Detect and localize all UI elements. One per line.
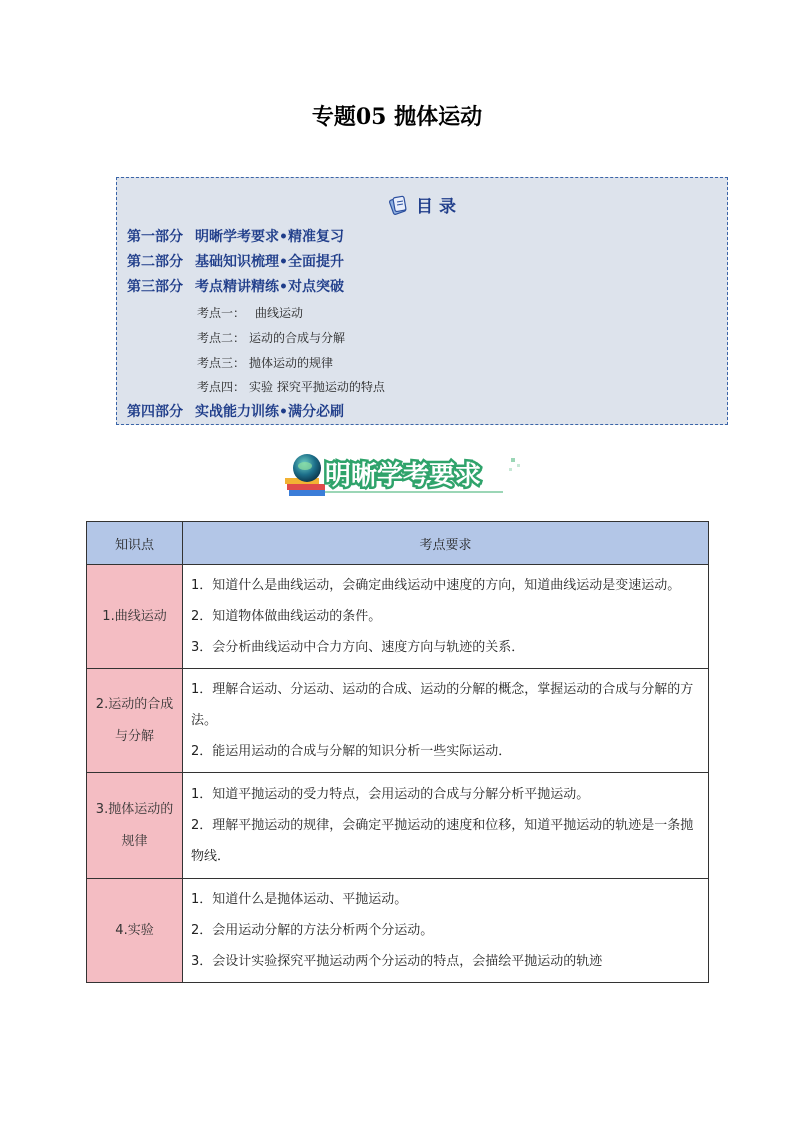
toc-part-name: 考点精讲精练•对点突破 [195, 279, 344, 295]
toc-point-label: 考点四： [197, 380, 246, 394]
table-of-contents [116, 177, 728, 425]
toc-point-3[interactable] [197, 354, 333, 371]
toc-part-4[interactable] [127, 401, 344, 421]
toc-part-label: 第四部分 [127, 404, 183, 420]
toc-point-label: 考点三： [197, 356, 246, 370]
toc-part-1[interactable] [127, 226, 344, 246]
toc-part-3[interactable] [127, 276, 344, 296]
document-title: 专题05 抛体运动 [311, 104, 483, 130]
requirement-item: 1．知道平抛运动的受力特点，会用运动的合成与分解分析平抛运动。 [191, 787, 590, 802]
requirement-item: 2．会用运动分解的方法分析两个分运动。 [191, 923, 434, 938]
topic-cell: 4.实验 [87, 879, 183, 983]
toc-heading-text: 目 录 [416, 197, 456, 217]
table-row [87, 669, 709, 773]
requirement-item: 1．理解合运动、分运动、运动的合成、运动的分解的概念，掌握运动的合成与分解的方法。 [191, 682, 694, 728]
toc-point-name: 抛体运动的规律 [249, 356, 334, 370]
table-row [87, 773, 709, 879]
toc-part-2[interactable] [127, 251, 344, 271]
table-header-row [87, 522, 709, 565]
toc-part-label: 第二部分 [127, 254, 183, 270]
table-row [87, 879, 709, 983]
toc-heading [117, 192, 727, 217]
header-knowledge-point: 知识点 [87, 522, 183, 565]
requirement-item: 1．知道什么是抛体运动、平抛运动。 [191, 892, 408, 907]
toc-part-label: 第三部分 [127, 279, 183, 295]
banner-text: 明晰学考要求 [325, 461, 482, 491]
requirement-item: 2．能运用运动的合成与分解的知识分析一些实际运动． [191, 744, 512, 759]
toc-part-name: 实战能力训练•满分必刷 [195, 404, 344, 420]
requirement-item: 3．会设计实验探究平抛运动两个分运动的特点，会描绘平抛运动的轨迹 [191, 954, 603, 969]
requirement-item: 1．知道什么是曲线运动，会确定曲线运动中速度的方向，知道曲线运动是变速运动。 [191, 578, 681, 593]
requirement-item: 3．会分析曲线运动中合力方向、速度方向与轨迹的关系． [191, 640, 525, 655]
toc-point-1[interactable] [197, 304, 303, 321]
sparkle-icon [509, 458, 520, 471]
requirements-cell [183, 565, 709, 669]
requirements-cell [183, 879, 709, 983]
toc-point-label: 考点一： [197, 306, 246, 320]
requirements-table [86, 521, 709, 983]
requirement-item: 2．理解平抛运动的规律，会确定平抛运动的速度和位移，知道平抛运动的轨迹是一条抛物线． [191, 818, 694, 864]
section-banner [283, 452, 529, 502]
toc-point-label: 考点二： [197, 331, 246, 345]
requirement-item: 2．知道物体做曲线运动的条件。 [191, 609, 382, 624]
toc-point-name: 曲线运动 [255, 306, 304, 320]
toc-point-name: 实验 探究平抛运动的特点 [249, 380, 385, 394]
requirements-cell [183, 669, 709, 773]
toc-part-name: 明晰学考要求•精准复习 [195, 229, 344, 245]
topic-cell: 2.运动的合成与分解 [87, 669, 183, 773]
requirements-cell [183, 773, 709, 879]
toc-point-name: 运动的合成与分解 [249, 331, 346, 345]
topic-cell: 1.曲线运动 [87, 565, 183, 669]
globe-books-icon [285, 454, 325, 496]
header-requirements: 考点要求 [183, 522, 709, 565]
table-row [87, 565, 709, 669]
toc-part-name: 基础知识梳理•全面提升 [195, 254, 344, 270]
toc-part-label: 第一部分 [127, 229, 183, 245]
topic-cell: 3.抛体运动的规律 [87, 773, 183, 879]
notebook-icon [388, 194, 410, 216]
toc-point-2[interactable] [197, 329, 345, 346]
toc-point-4[interactable] [197, 378, 385, 395]
banner-graphic [283, 452, 529, 502]
